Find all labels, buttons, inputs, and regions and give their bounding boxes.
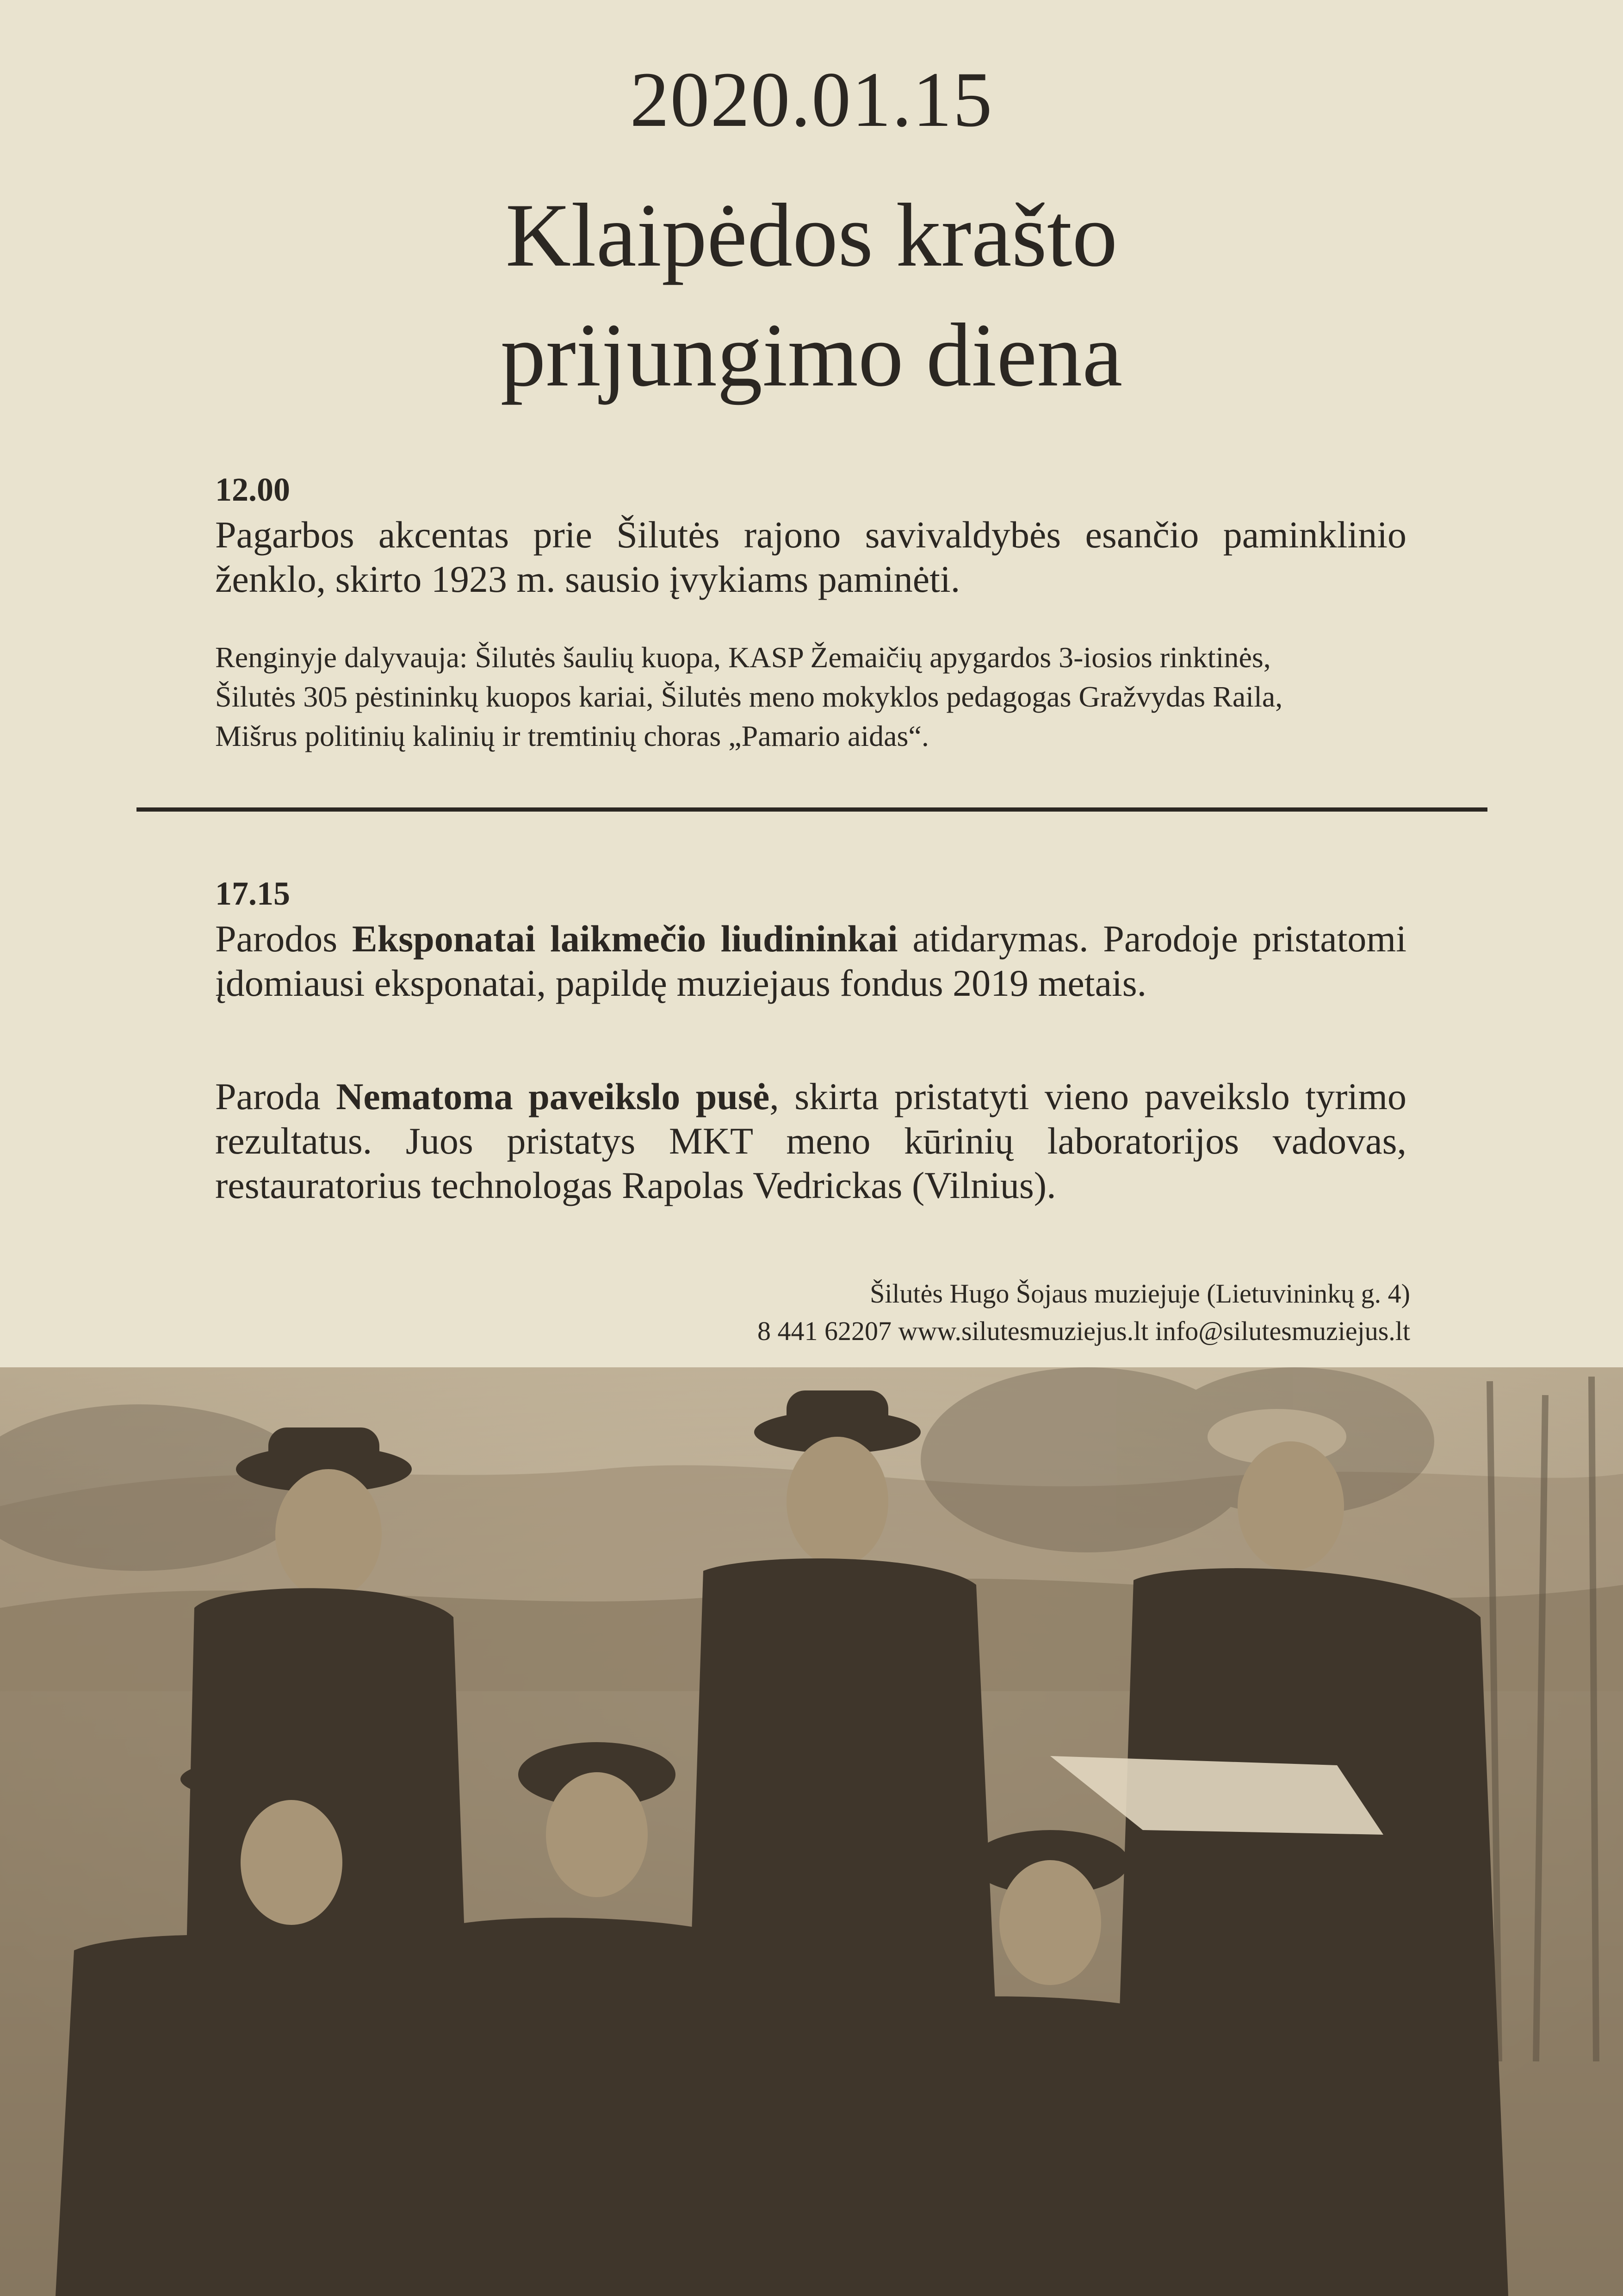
event-noon-description: Pagarbos akcentas prie Šilutės rajono savivaldybės esančio paminklinio ženklo, skirto 1923 m. sausio įvykiams paminėti. xyxy=(215,514,1406,600)
exhibition-description: atidarymas. Parodoje pristatomi įdomiausi eksponatai, papildę muziejaus fondus 2019 metais. xyxy=(215,918,1406,1004)
hidden-side-intro: Paroda xyxy=(215,1075,336,1117)
hidden-side-section xyxy=(215,1074,1406,1208)
hidden-side-exhibition-name: Nematoma paveikslo pusė xyxy=(336,1075,770,1117)
section-divider xyxy=(136,807,1487,812)
poster-title xyxy=(0,176,1623,415)
historical-group-photo xyxy=(0,1367,1623,2296)
event-evening-section xyxy=(215,877,1406,1005)
event-noon-section xyxy=(215,473,1406,756)
event-noon-time: 12.00 xyxy=(215,471,290,508)
event-evening-time: 17.15 xyxy=(215,875,290,912)
exhibition-opening-text xyxy=(215,917,1406,1005)
participants-line-1: Renginyje dalyvauja: Šilutės šaulių kuopa, KASP Žemaičių apygardos 3-iosios rinktinės, xyxy=(215,640,1271,674)
hidden-side-description: , skirta pristatyti vieno paveikslo tyrimo rezultatus. Juos pristatys MKT meno kūrinių laboratorijos vadovas, restauratorius technologas Rapolas Vedrickas (Vilnius). xyxy=(215,1075,1406,1206)
exhibition-intro: Parodos xyxy=(215,918,352,960)
participants-line-3: Mišrus politinių kalinių ir tremtinių choras „Pamario aidas“. xyxy=(215,720,929,753)
event-date: 2020.01.15 xyxy=(630,56,993,143)
title-line-1: Klaipėdos krašto xyxy=(505,185,1118,285)
exhibition-name: Eksponatai laikmečio liudininkai xyxy=(352,918,898,960)
hidden-side-text xyxy=(215,1074,1406,1208)
sepia-photo-illustration xyxy=(0,1367,1623,2296)
venue-contacts: 8 441 62207 www.silutesmuziejus.lt info@silutesmuziejus.lt xyxy=(757,1316,1410,1347)
participants-line-2: Šilutės 305 pėstininkų kuopos kariai, Šilutės meno mokyklos pedagogas Gražvydas Raila, xyxy=(215,680,1283,713)
title-line-2: prijungimo diena xyxy=(500,304,1123,405)
venue-info xyxy=(757,1275,1410,1350)
venue-address: Šilutės Hugo Šojaus muziejuje (Lietuvininkų g. 4) xyxy=(870,1278,1410,1309)
